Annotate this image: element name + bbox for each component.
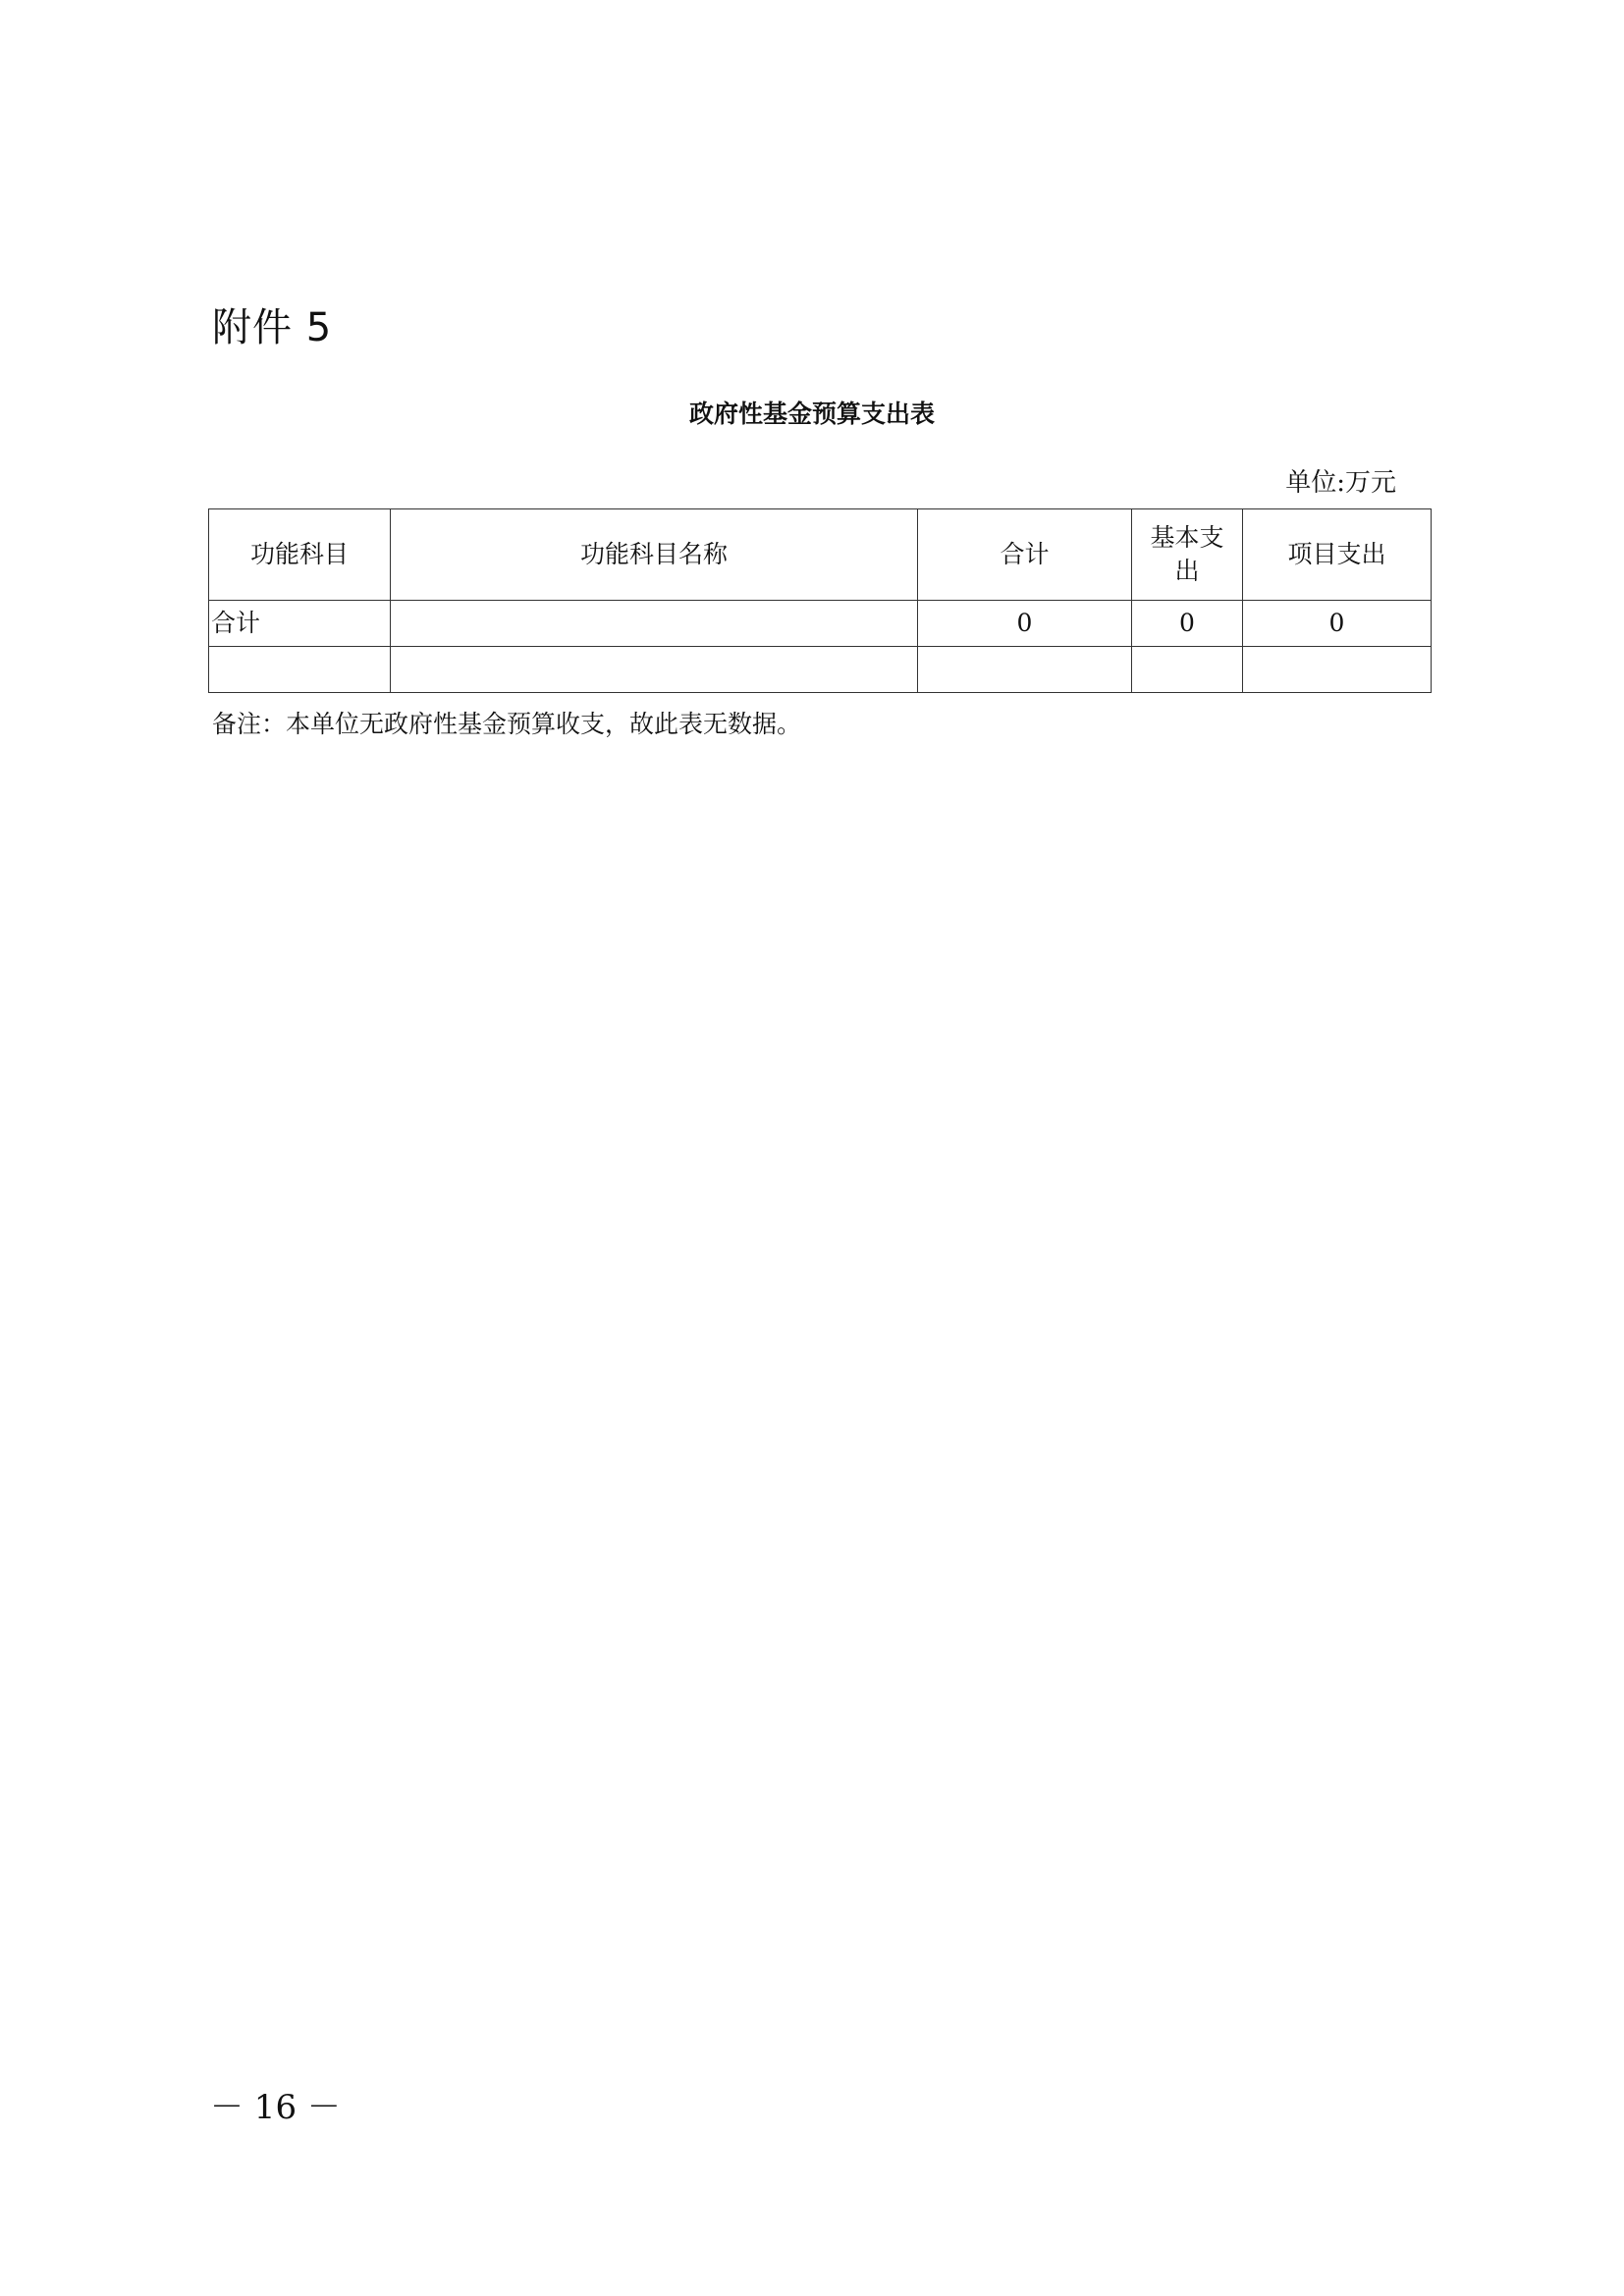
table-title: 政府性基金预算支出表 <box>688 400 935 428</box>
table-note: 备注：本单位无政府性基金预算收支，故此表无数据。 <box>212 710 802 738</box>
table-row <box>209 601 1432 647</box>
cell-project-expenditure: 0 <box>1243 601 1432 647</box>
cell-basic-expenditure <box>1132 647 1243 693</box>
header-basic-line1: 基本支 <box>1150 523 1224 552</box>
attachment-label: 附件 5 <box>212 305 333 350</box>
cell-function-name <box>391 647 918 693</box>
header-basic-line2: 出 <box>1174 557 1200 585</box>
header-function-name: 功能科目名称 <box>391 509 918 601</box>
header-basic-expenditure <box>1132 509 1243 601</box>
header-function-code: 功能科目 <box>209 509 391 601</box>
cell-total: 0 <box>918 601 1132 647</box>
page-number: － 16 － <box>210 2088 341 2127</box>
cell-function-name <box>391 601 918 647</box>
budget-table <box>208 508 1432 693</box>
cell-function-code: 合计 <box>209 601 391 647</box>
cell-total <box>918 647 1132 693</box>
header-total: 合计 <box>918 509 1132 601</box>
cell-basic-expenditure: 0 <box>1132 601 1243 647</box>
cell-function-code <box>209 647 391 693</box>
cell-project-expenditure <box>1243 647 1432 693</box>
unit-label: 单位:万元 <box>1285 468 1396 498</box>
table-header-row <box>209 509 1432 601</box>
header-project-expenditure: 项目支出 <box>1243 509 1432 601</box>
table-row <box>209 647 1432 693</box>
